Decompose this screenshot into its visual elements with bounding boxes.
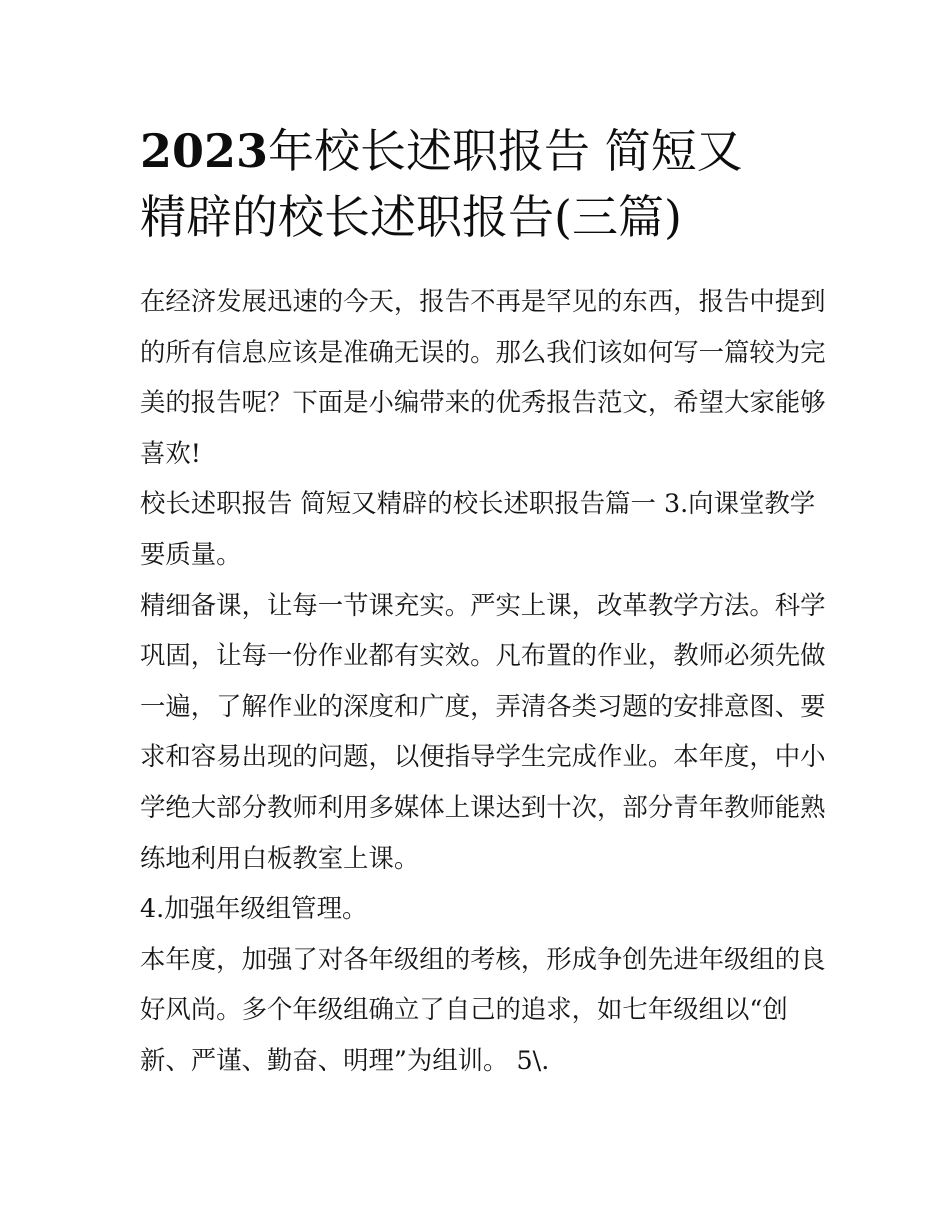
title-line-1 <box>140 118 820 184</box>
text-line: 在经济发展迅速的今天，报告不再是罕见的东西，报告中提到 <box>140 286 826 316</box>
text-line: 4.加强年级组管理。 <box>140 893 368 924</box>
paragraph-grade-management <box>140 934 826 1086</box>
text-line: 好风尚。多个年级组确立了自己的追求，如七年级组以“创 <box>140 994 788 1025</box>
paragraph-section-heading <box>140 478 816 579</box>
text-line: 求和容易出现的问题，以便指导学生完成作业。本年度，中小 <box>140 741 826 772</box>
text-line: 练地利用白板教室上课。 <box>140 842 420 873</box>
text-line: 学绝大部分教师利用多媒体上课达到十次，部分青年教师能熟 <box>140 791 826 822</box>
text-line: 精细备课，让每一节课充实。严实上课，改革教学方法。科学 <box>140 589 826 620</box>
text-line: 美的报告呢？下面是小编带来的优秀报告范文，希望大家能够 <box>140 387 826 418</box>
document-title <box>140 118 820 250</box>
title-line-2: 精辟的校长述职报告(三篇) <box>140 190 682 244</box>
text-line: 喜欢! <box>140 437 201 468</box>
paragraph-intro <box>140 276 826 478</box>
paragraph-grade-management-heading <box>140 883 812 934</box>
document-body <box>140 276 826 1086</box>
text-line: 要质量。 <box>140 538 242 569</box>
text-line: 的所有信息应该是准确无误的。那么我们该如何写一篇较为完 <box>140 336 826 367</box>
text-line: 本年度，加强了对各年级组的考核，形成争创先进年级组的良 <box>140 943 826 974</box>
paragraph-teaching <box>140 580 826 884</box>
text-line: 巩固，让每一份作业都有实效。凡布置的作业，教师必须先做 <box>140 640 826 671</box>
text-line: 新、严谨、勤奋、明理”为组训。 5\. <box>140 1044 550 1075</box>
title-year: 2023 <box>140 124 269 178</box>
title-line-1-text: 年校长述职报告 简短又 <box>268 124 743 178</box>
text-line: 校长述职报告 简短又精辟的校长述职报告篇一 3.向课堂教学 <box>140 488 816 519</box>
text-line: 一遍，了解作业的深度和广度，弄清各类习题的安排意图、要 <box>140 690 826 721</box>
